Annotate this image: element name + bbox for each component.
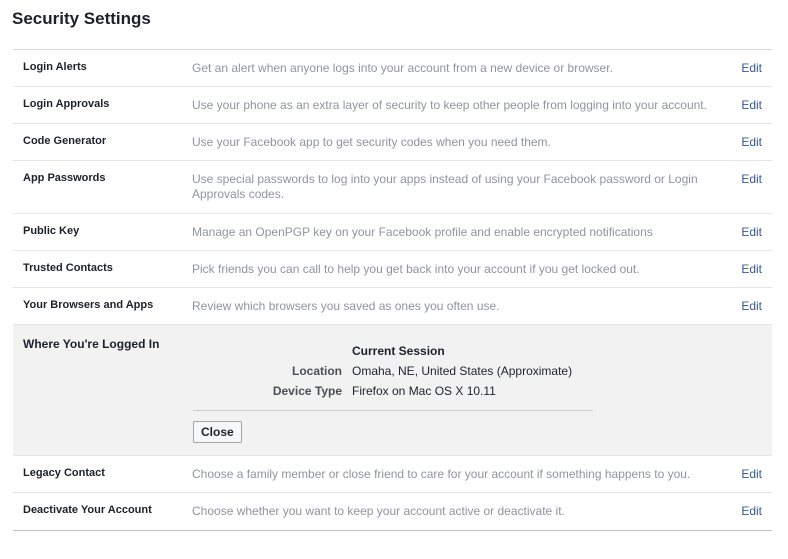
- settings-row-trusted-contacts: [13, 251, 772, 288]
- row-label: Public Key: [23, 225, 80, 237]
- row-description: Use your phone as an extra layer of security to keep other people from logging into your account.: [192, 98, 707, 112]
- close-button[interactable]: Close: [193, 421, 242, 443]
- session-divider: [193, 410, 593, 411]
- row-label: Login Alerts: [23, 61, 87, 73]
- edit-login-alerts-link[interactable]: Edit: [741, 61, 762, 75]
- row-description: Use special passwords to log into your apps instead of using your Facebook password or Login Approvals codes.: [192, 172, 698, 201]
- location-label: Location: [292, 364, 342, 378]
- row-label: Where You're Logged In: [23, 337, 160, 351]
- page-title: Security Settings: [12, 9, 151, 28]
- edit-public-key-link[interactable]: Edit: [741, 225, 762, 239]
- row-label: Code Generator: [23, 135, 107, 147]
- row-label: Login Approvals: [23, 98, 110, 110]
- settings-row-login-approvals: [13, 87, 772, 124]
- edit-app-passwords-link[interactable]: Edit: [741, 172, 762, 186]
- edit-login-approvals-link[interactable]: Edit: [741, 98, 762, 112]
- edit-browsers-apps-link[interactable]: Edit: [741, 299, 762, 313]
- row-description: Pick friends you can call to help you get back into your account if you get locked out.: [192, 262, 640, 276]
- row-description: Use your Facebook app to get security codes when you need them.: [192, 135, 551, 149]
- settings-row-browsers-apps: [13, 288, 772, 325]
- settings-row-where-logged-in: [13, 325, 772, 456]
- row-description: Choose a family member or close friend to care for your account if something happens to you.: [192, 467, 691, 481]
- current-session-heading: Current Session: [352, 344, 445, 358]
- row-label: Legacy Contact: [23, 467, 105, 479]
- row-label: Your Browsers and Apps: [23, 299, 154, 311]
- row-label: Trusted Contacts: [23, 262, 113, 274]
- device-type-label: Device Type: [272, 384, 342, 398]
- row-description: Manage an OpenPGP key on your Facebook profile and enable encrypted notifications: [192, 225, 653, 239]
- row-label: App Passwords: [23, 172, 106, 184]
- row-description: Choose whether you want to keep your account active or deactivate it.: [192, 504, 565, 518]
- location-value: Omaha, NE, United States (Approximate): [352, 364, 573, 378]
- row-description: Review which browsers you saved as ones you often use.: [192, 299, 500, 313]
- edit-trusted-contacts-link[interactable]: Edit: [741, 262, 762, 276]
- edit-deactivate-account-link[interactable]: Edit: [741, 504, 762, 518]
- settings-row-deactivate-account: [13, 493, 772, 530]
- settings-row-code-generator: [13, 124, 772, 161]
- row-label: Deactivate Your Account: [23, 504, 152, 516]
- edit-legacy-contact-link[interactable]: Edit: [741, 467, 762, 481]
- settings-row-app-passwords: [13, 161, 772, 214]
- settings-row-login-alerts: [13, 50, 772, 87]
- device-type-value: Firefox on Mac OS X 10.11: [352, 384, 496, 398]
- settings-row-public-key: [13, 214, 772, 251]
- settings-row-legacy-contact: [13, 456, 772, 493]
- settings-table: [13, 49, 772, 531]
- edit-code-generator-link[interactable]: Edit: [741, 135, 762, 149]
- row-description: Get an alert when anyone logs into your account from a new device or browser.: [192, 61, 613, 75]
